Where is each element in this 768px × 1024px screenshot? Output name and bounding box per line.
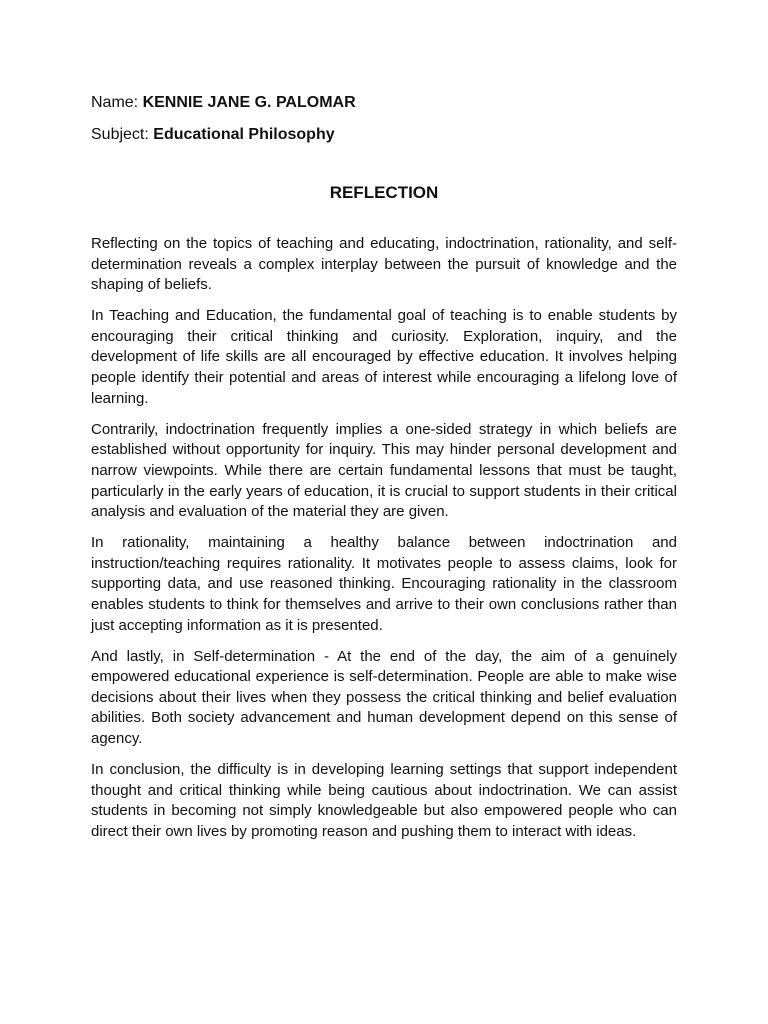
paragraph-rationality: In rationality, maintaining a healthy balance between indoctrination and instruction/teaching requires rationality. It motivates people to assess claims, look for supporting data, and use reasoned thinking. Encouraging rationality in the classroom enables students to think for themselves and arrive to their own conclusions rather than just accepting information as it is presented. <box>91 534 677 634</box>
subject-line <box>91 124 677 146</box>
name-label: Name: <box>91 94 139 111</box>
subject-name: Educational Philosophy <box>153 126 335 143</box>
paragraph-intro: Reflecting on the topics of teaching and educating, indoctrination, rationality, and self-determination reveals a complex interplay between the pursuit of knowledge and the shaping of beliefs. <box>91 235 677 294</box>
name-line <box>91 92 677 114</box>
document-body <box>91 234 677 843</box>
document-title: REFLECTION <box>329 183 439 202</box>
paragraph-teaching: In Teaching and Education, the fundamental goal of teaching is to enable students by encouraging their critical thinking and curiosity. Exploration, inquiry, and the development of life skills are all encouraged by effective education. It involves helping people identify their potential and areas of interest while encouraging a lifelong love of learning. <box>91 307 677 407</box>
paragraph-indoctrination: Contrarily, indoctrination frequently implies a one-sided strategy in which beliefs are established without opportunity for inquiry. This may hinder personal development and narrow viewpoints. While there are certain fundamental lessons that must be taught, particularly in the early years of education, it is crucial to support students in their critical analysis and evaluation of the material they are given. <box>91 420 677 521</box>
paragraph-conclusion: In conclusion, the difficulty is in developing learning settings that support independent thought and critical thinking while being cautious about indoctrination. We can assist students in becoming not simply knowledgeable but also empowered people who can direct their own lives by promoting reason and pushing them to interact with ideas. <box>91 761 677 840</box>
subject-label: Subject: <box>91 126 149 143</box>
student-name: KENNIE JANE G. PALOMAR <box>142 94 356 111</box>
paragraph-self-determination: And lastly, in Self-determination - At the end of the day, the aim of a genuinely empowered educational experience is self-determination. People are able to make wise decisions about their lives when they possess the critical thinking and belief evaluation abilities. Both society advancement and human development depend on this sense of agency. <box>91 647 677 748</box>
